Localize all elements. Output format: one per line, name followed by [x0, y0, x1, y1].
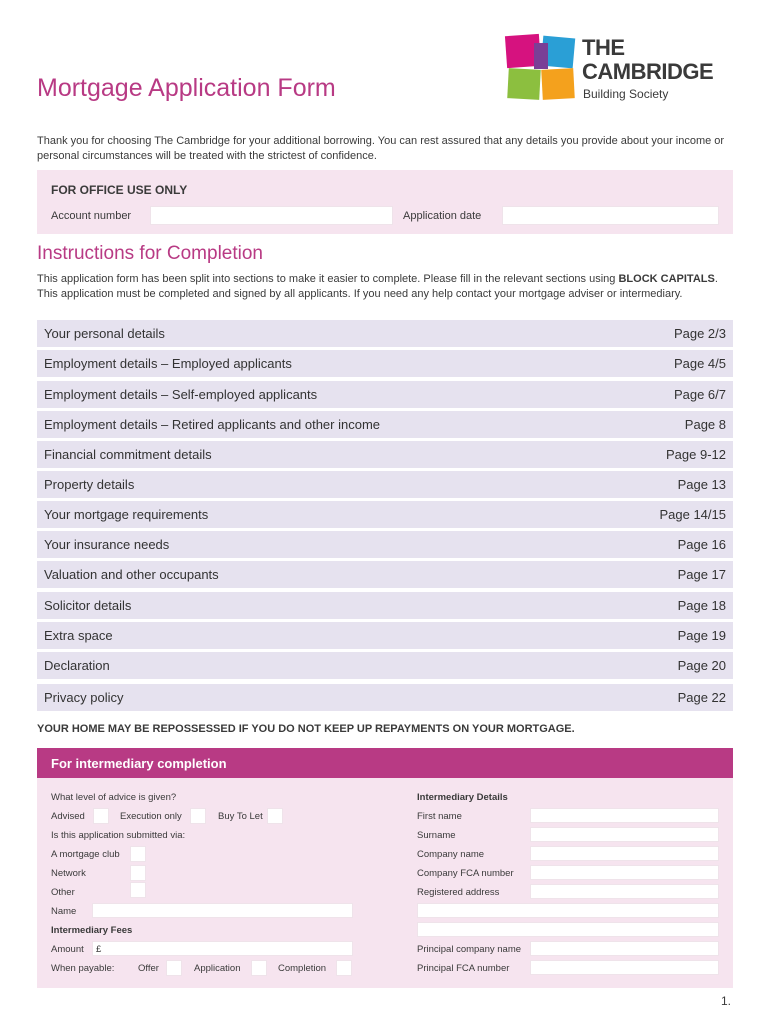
section-name: Your insurance needs: [44, 537, 170, 552]
section-page: Page 20: [677, 658, 726, 673]
section-page: Page 4/5: [673, 356, 726, 371]
section-name: Employment details – Retired applicants and other income: [44, 417, 381, 432]
section-name: Your personal details: [44, 326, 165, 341]
mortgage-club-label: A mortgage club: [51, 849, 120, 860]
office-use-panel: [37, 170, 733, 234]
section-name: Privacy policy: [44, 690, 124, 705]
surname-label: Surname: [417, 830, 456, 841]
section-page: Page 14/15: [659, 507, 726, 522]
section-page: Page 16: [677, 537, 726, 552]
section-row: [37, 622, 733, 649]
repossession-warning: YOUR HOME MAY BE REPOSSESSED IF YOU DO NOT KEEP UP REPAYMENTS ON YOUR MORTGAGE.: [37, 723, 575, 735]
section-page: Page 6/7: [673, 387, 726, 402]
instructions-body-post: . This application must be completed and signed by all applicants. If you need any help contact your mortgage adviser or intermediary.: [37, 273, 718, 300]
section-page: Page 22: [677, 690, 726, 705]
instructions-body-bold: BLOCK CAPITALS: [618, 273, 715, 285]
execution-only-label: Execution only: [120, 811, 182, 822]
section-page: Page 13: [677, 477, 726, 492]
advised-checkbox[interactable]: [93, 808, 109, 824]
registered-address-label: Registered address: [417, 887, 500, 898]
completion-label: Completion: [278, 963, 327, 974]
section-row: [37, 684, 733, 711]
logo-square-orange: [541, 68, 575, 100]
surname-field[interactable]: [530, 827, 719, 842]
first-name-label: First name: [417, 811, 462, 822]
section-name: Financial commitment details: [44, 447, 212, 462]
section-row: [37, 561, 733, 588]
cambridge-logo: [504, 33, 744, 105]
section-page: Page 2/3: [673, 326, 726, 341]
section-page: Page 18: [677, 598, 726, 613]
other-checkbox[interactable]: [130, 882, 146, 898]
intermediary-heading: For intermediary completion: [51, 756, 227, 771]
company-fca-label: Company FCA number: [417, 868, 514, 879]
registered-address-field-3[interactable]: [417, 922, 719, 937]
section-name: Employment details – Self-employed applicants: [44, 387, 318, 402]
section-page: Page 9-12: [666, 447, 726, 462]
submitted-via-label: Is this application submitted via:: [51, 830, 186, 841]
section-row: [37, 381, 733, 408]
instructions-body: [37, 272, 727, 302]
when-payable-label: When payable:: [51, 963, 115, 974]
principal-fca-label: Principal FCA number: [417, 963, 510, 974]
section-row: [37, 320, 733, 347]
office-use-heading: FOR OFFICE USE ONLY: [51, 183, 188, 197]
principal-company-label: Principal company name: [417, 944, 522, 955]
section-row: [37, 441, 733, 468]
section-name: Extra space: [44, 628, 113, 643]
amount-field[interactable]: [92, 941, 353, 956]
application-checkbox[interactable]: [251, 960, 267, 976]
company-name-field[interactable]: [530, 846, 719, 861]
currency-symbol: £: [96, 944, 102, 955]
logo-line-1: THE: [582, 35, 625, 60]
network-label: Network: [51, 868, 86, 879]
section-row: [37, 592, 733, 619]
section-name: Valuation and other occupants: [44, 567, 219, 582]
intermediary-panel: [37, 778, 733, 988]
account-number-label: Account number: [51, 210, 132, 222]
other-label: Other: [51, 887, 75, 898]
company-fca-field[interactable]: [530, 865, 719, 880]
section-name: Your mortgage requirements: [44, 507, 209, 522]
instructions-body-pre: This application form has been split into sections to make it easier to complete. Please fill in the relevant sections using: [37, 273, 619, 285]
application-label: Application: [194, 963, 241, 974]
name-label: Name: [51, 906, 77, 917]
buy-to-let-checkbox[interactable]: [267, 808, 283, 824]
buy-to-let-label: Buy To Let: [218, 811, 263, 822]
mortgage-club-checkbox[interactable]: [130, 846, 146, 862]
network-checkbox[interactable]: [130, 865, 146, 881]
name-field[interactable]: [92, 903, 353, 918]
section-name: Property details: [44, 477, 135, 492]
section-name: Declaration: [44, 658, 110, 673]
offer-label: Offer: [138, 963, 159, 974]
registered-address-field-1[interactable]: [530, 884, 719, 899]
fees-heading: Intermediary Fees: [51, 925, 133, 936]
registered-address-field-2[interactable]: [417, 903, 719, 918]
intermediary-header: [37, 748, 733, 778]
section-row: [37, 531, 733, 558]
section-row: [37, 471, 733, 498]
application-date-field[interactable]: [502, 206, 719, 225]
intro-text: Thank you for choosing The Cambridge for your additional borrowing. You can rest assured that any details you provide about your income or personal circumstances will be treated with the strictest of confidence.: [37, 135, 725, 162]
section-name: Solicitor details: [44, 598, 132, 613]
page-number: 1.: [721, 994, 732, 1008]
page-title: Mortgage Application Form: [37, 74, 336, 102]
section-row: [37, 411, 733, 438]
details-heading: Intermediary Details: [417, 792, 508, 803]
logo-square-purple: [534, 43, 548, 69]
execution-only-checkbox[interactable]: [190, 808, 206, 824]
section-row: [37, 350, 733, 377]
account-number-field[interactable]: [150, 206, 393, 225]
advised-label: Advised: [51, 811, 85, 822]
section-page: Page 19: [677, 628, 726, 643]
amount-label: Amount: [51, 944, 84, 955]
instructions-title: Instructions for Completion: [37, 243, 263, 264]
section-name: Employment details – Employed applicants: [44, 356, 292, 371]
logo-square-green: [507, 68, 541, 100]
principal-fca-field[interactable]: [530, 960, 719, 975]
section-page: Page 17: [677, 567, 726, 582]
section-row: [37, 501, 733, 528]
first-name-field[interactable]: [530, 808, 719, 823]
company-name-label: Company name: [417, 849, 485, 860]
application-date-label: Application date: [403, 210, 482, 222]
advice-question: What level of advice is given?: [51, 792, 177, 803]
logo-line-3: Building Society: [583, 87, 669, 101]
logo-line-2: CAMBRIDGE: [582, 59, 714, 84]
section-page: Page 8: [684, 417, 726, 432]
principal-company-field[interactable]: [530, 941, 719, 956]
completion-checkbox[interactable]: [336, 960, 352, 976]
section-row: [37, 652, 733, 679]
offer-checkbox[interactable]: [166, 960, 182, 976]
